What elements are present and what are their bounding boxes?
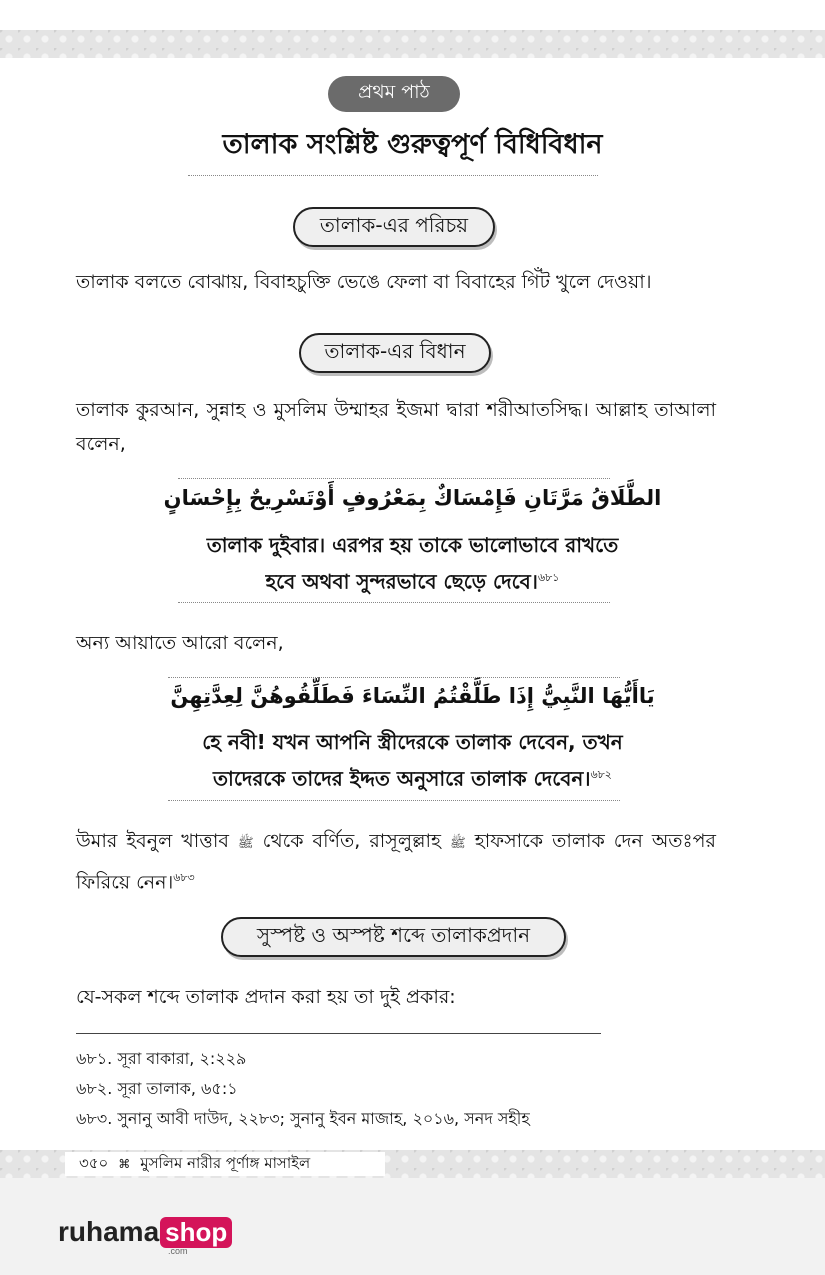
page-footer (65, 1152, 385, 1176)
narration-part1: উমার ইবনুল খাত্তাব (76, 830, 229, 852)
salutation-icon: ﷺ (450, 836, 466, 851)
quote2-line2 (0, 760, 825, 794)
umar-narration-paragraph (76, 824, 716, 899)
quote2-translation-line1: হে নবী! যখন আপনি স্ত্রীদেরকে তালাক দেবেন, তখন (202, 730, 623, 754)
footnote-682: ৬৮২. সূরা তালাক, ৬৫:১ (76, 1079, 238, 1098)
quote1-top-divider (178, 478, 610, 479)
narration-part2: থেকে বর্ণিত, রাসূলুল্লাহ (262, 830, 442, 852)
quote1-line1 (0, 530, 825, 560)
book-title: মুসলিম নারীর পূর্ণাঙ্গ মাসাইল (140, 1153, 311, 1172)
logo-text-ruhama: ruhama (58, 1216, 160, 1247)
chapter-label: প্রথম পাঠ (328, 76, 460, 112)
quote1-bottom-divider (178, 602, 610, 603)
narration-part3: হাফসাকে তালাক দেন অতঃপর ফিরিয়ে নেন। (76, 830, 717, 894)
section-heading-introduction: তালাক-এর পরিচয় (293, 207, 495, 247)
quote1-arabic: الطَّلَاقُ مَرَّتَانِ فَإِمْسَاكٌ بِمَعْرُوفٍ أَوْتَسْرِيحٌ بِإِحْسَانٍ (163, 486, 662, 510)
ornament-icon: ⌘ (118, 1157, 131, 1171)
footnote-681: ৬৮১. সূরা বাকারা, ২:২২৯ (76, 1049, 247, 1068)
quote2-line1 (0, 727, 825, 757)
logo-text-domain: .com (168, 1246, 188, 1256)
ruling-paragraph: তালাক কুরআন, সুন্নাহ ও মুসলিম উম্মাহর ইজমা দ্বারা শরীআতসিদ্ধ। আল্লাহ তাআলা বলেন, (76, 399, 716, 455)
types-paragraph: যে-সকল শব্দে তালাক প্রদান করা হয় তা দুই প্রকার: (76, 986, 456, 1008)
introduction-paragraph: তালাক বলতে বোঝায়, বিবাহচুক্তি ভেঙে ফেলা বা বিবাহের গিঁট খুলে দেওয়া। (76, 271, 652, 293)
quote2-arabic: يَاأَيُّهَا النَّبِيُّ إِذَا طَلَّقْتُمُ النِّسَاءَ فَطَلِّقُوهُنَّ لِعِدَّتِهِنَّ (170, 684, 655, 708)
top-ornament-band (0, 30, 825, 58)
quote2-translation-line2: তাদেরকে তাদের ইদ্দত অনুসারে তালাক দেবেন। (213, 766, 591, 791)
narration-ref: ৬৮৩ (173, 871, 195, 884)
another-verse-intro: অন্য আয়াতে আরো বলেন, (76, 632, 284, 654)
section-heading-explicit-implicit: সুস্পষ্ট ও অস্পষ্ট শব্দে তালাকপ্রদান (221, 917, 566, 957)
page-number: ৩৫০ (79, 1153, 109, 1172)
quote2-top-divider (168, 677, 620, 678)
quote2-bottom-divider (168, 800, 620, 801)
logo-text-shop: shop (160, 1217, 232, 1248)
quote1-ref: ৬৮১ (537, 571, 560, 584)
footnote-683: ৬৮৩. সুনানু আবী দাউদ, ২২৮৩; সুনানু ইবন মাজাহ, ২০১৬, সনদ সহীহ (76, 1109, 530, 1128)
title-divider (188, 175, 598, 176)
page-title: তালাক সংশ্লিষ্ট গুরুত্বপূর্ণ বিধিবিধান (222, 129, 603, 160)
footnote-separator (76, 1033, 601, 1034)
quote1-translation-line1: তালাক দুইবার। এরপর হয় তাকে ভালোভাবে রাখতে (206, 533, 619, 557)
section-heading-ruling: তালাক-এর বিধান (299, 333, 491, 373)
quote1-translation-line2: হবে অথবা সুন্দরভাবে ছেড়ে দেবে। (265, 569, 538, 594)
quote2-ref: ৬৮২ (590, 768, 612, 781)
honorific-icon: ﷺ (237, 836, 254, 851)
ruhamashop-logo (58, 1212, 232, 1256)
quote1-line2 (0, 563, 825, 597)
